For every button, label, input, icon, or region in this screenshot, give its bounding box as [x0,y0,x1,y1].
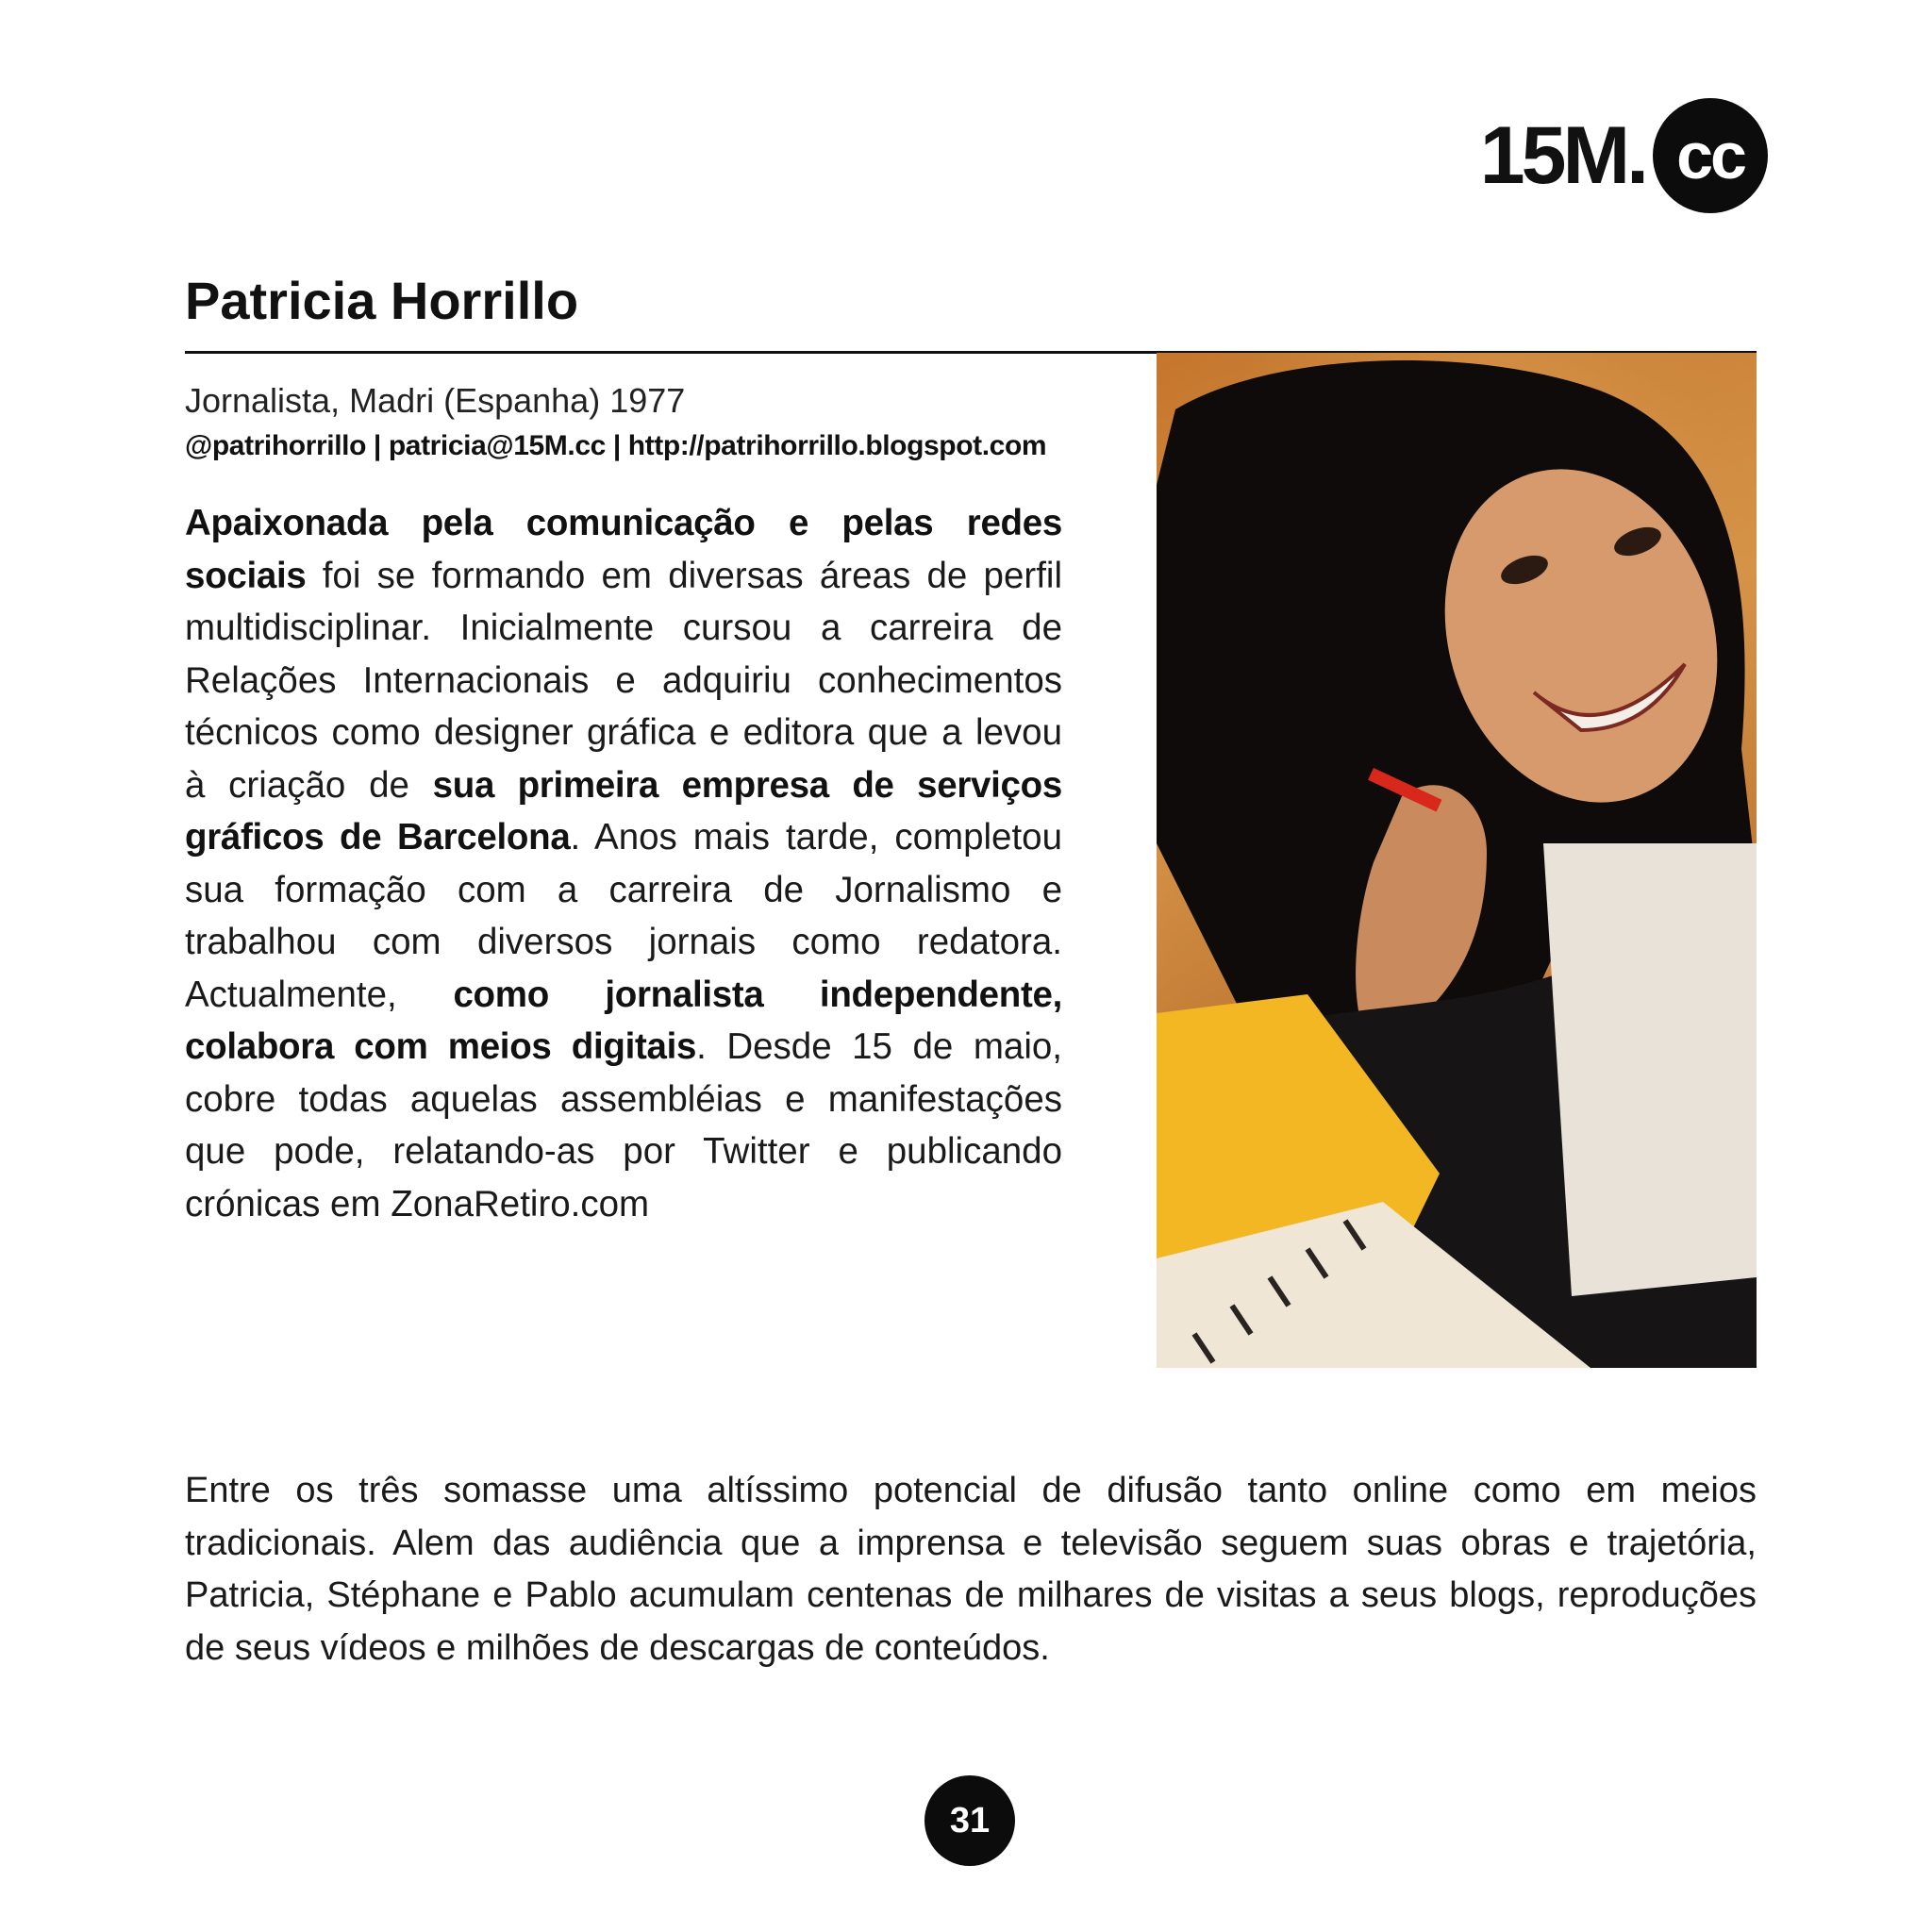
bio-text-2: . Anos mais tarde, completou sua formação com a carreira de Jornalismo e trabalhou com diversos jornais como redatora. Actualmente, [185,817,1062,1015]
profile-subtitle: Jornalista, Madri (Espanha) 1977 [185,381,686,420]
footer-paragraph: Entre os três somasse uma altíssimo potencial de difusão tanto online como em meios tradicionais. Alem das audiência que a imprensa e televisão seguem suas obras e trajetória, Patricia, Stéphane e Pablo acumulam centenas de milhares de visitas a seus blogs, reproduções de seus vídeos e milhões de descargas de conteúdos. [185,1471,1757,1668]
bio-text-1: foi se formando em diversas áreas de perfil multidisciplinar. Inicialmente cursou a carreira de Relações Internacionais e adquiriu conhecimentos técnicos como designer gráfica e editora que a levou à criação de [185,555,1062,806]
page-number: 31 [924,1775,1015,1866]
logo-text: 15M. [1479,110,1645,201]
portrait-illustration [1157,353,1757,1368]
bio-text-3: . Desde 15 de maio, cobre todas aquelas assembléias e manifestações que pode, relatando-as por Twitter e publicando crónicas em ZonaRetiro.com [185,1026,1062,1224]
site-logo [1480,98,1768,213]
profile-name: Patricia Horrillo [185,271,579,330]
biography-paragraph [185,497,1062,1230]
portrait-photo [1157,353,1757,1368]
logo-badge: cc [1653,98,1768,213]
bio-highlight-3: como jornalista independente, colabora com meios digitais [185,974,1062,1067]
profile-contacts: @patrihorrillo | patricia@15M.cc | http://patrihorrillo.blogspot.com [185,430,1047,461]
bio-highlight-1: Apaixonada pela comunicação e pelas redes sociais [185,503,1062,596]
bio-highlight-2: sua primeira empresa de serviços gráficos de Barcelona [185,764,1063,858]
